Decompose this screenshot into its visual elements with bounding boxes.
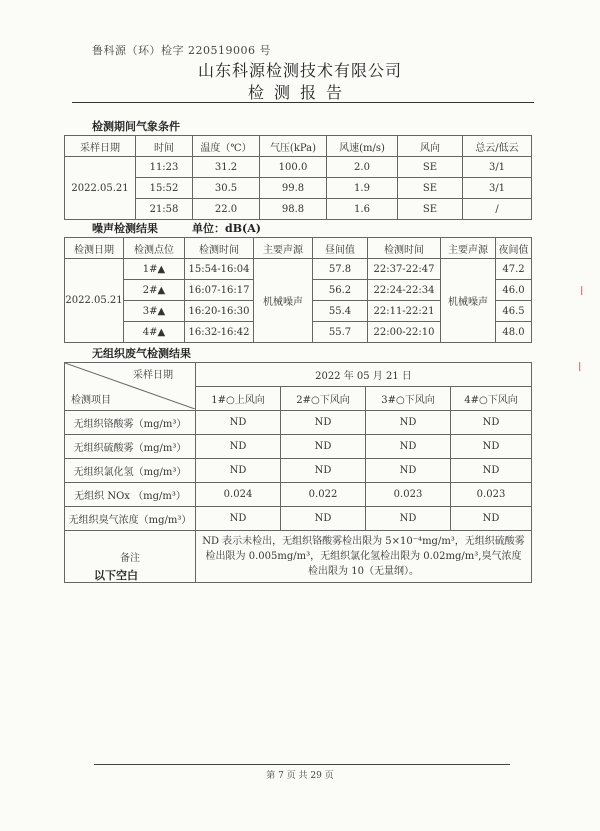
sampling-date: 2022.05.21	[65, 157, 136, 220]
column-header: 主要声源	[441, 238, 496, 259]
day-time-cell: 16:32-16:42	[185, 322, 254, 343]
corner-label-date: 采样日期	[133, 370, 173, 381]
day-value-cell: 55.4	[313, 301, 368, 322]
column-header: 检测点位	[124, 238, 185, 259]
report-number: 鲁科源（环）检字 220519006 号	[92, 44, 271, 57]
point-cell: 1#▲	[124, 259, 185, 280]
day-value-cell: 57.8	[313, 259, 368, 280]
gas-date-header: 2022 年 05 月 21 日	[196, 363, 532, 387]
item-cell: 无组织氯化氢（mg/m³）	[65, 459, 196, 483]
table-row	[65, 411, 532, 435]
edge-stamp-mark: ❘	[578, 286, 586, 296]
report-title: 检测报告	[247, 83, 352, 102]
cloud-cell: 3/1	[463, 157, 532, 178]
column-header: 采样日期	[65, 136, 136, 157]
day-value-cell: 55.7	[313, 322, 368, 343]
point-cell: 3#▲	[124, 301, 185, 322]
value-cell: ND	[366, 411, 451, 435]
value-cell: ND	[196, 459, 281, 483]
point-header: 1#○上风向	[196, 387, 281, 411]
column-header: 风向	[398, 136, 463, 157]
column-header: 检测时间	[368, 238, 441, 259]
noise-section-title: 噪声检测结果	[92, 222, 158, 235]
column-header: 昼间值	[313, 238, 368, 259]
point-cell: 4#▲	[124, 322, 185, 343]
wind-speed-cell: 2.0	[327, 157, 398, 178]
day-source: 机械噪声	[254, 259, 313, 343]
time-cell: 15:52	[136, 178, 193, 199]
header-divider	[72, 102, 534, 103]
column-header: 夜间值	[496, 238, 532, 259]
footer-divider	[94, 764, 510, 765]
table-row	[65, 199, 532, 220]
table-row	[65, 459, 532, 483]
table-row	[65, 435, 532, 459]
item-cell: 无组织铬酸雾（mg/m³）	[65, 411, 196, 435]
wind-direction-cell: SE	[398, 199, 463, 220]
value-cell: ND	[451, 411, 532, 435]
table-row	[65, 259, 532, 280]
point-cell: 2#▲	[124, 280, 185, 301]
night-value-cell: 48.0	[496, 322, 532, 343]
value-cell: ND	[366, 435, 451, 459]
weather-section-title: 检测期间气象条件	[92, 120, 180, 133]
point-header: 4#○下风向	[451, 387, 532, 411]
corner-label-item: 检测项目	[71, 395, 111, 406]
item-cell: 无组织硫酸雾（mg/m³）	[65, 435, 196, 459]
wind-speed-cell: 1.9	[327, 178, 398, 199]
table-row	[65, 178, 532, 199]
value-cell: 0.024	[196, 483, 281, 507]
value-cell: ND	[281, 459, 366, 483]
value-cell: 0.023	[366, 483, 451, 507]
day-time-cell: 15:54-16:04	[185, 259, 254, 280]
table-header-row	[65, 238, 532, 259]
wind-direction-cell: SE	[398, 157, 463, 178]
pressure-cell: 100.0	[260, 157, 327, 178]
night-value-cell: 46.5	[496, 301, 532, 322]
night-time-cell: 22:00-22:10	[368, 322, 441, 343]
wind-speed-cell: 1.6	[327, 199, 398, 220]
noise-table	[64, 237, 532, 343]
column-header: 气压(kPa)	[260, 136, 327, 157]
noise-unit-label: 单位：dB(A)	[192, 222, 261, 235]
value-cell: ND	[196, 435, 281, 459]
column-header: 风速(m/s)	[327, 136, 398, 157]
column-header: 主要声源	[254, 238, 313, 259]
value-cell: 0.023	[451, 483, 532, 507]
cloud-cell: /	[463, 199, 532, 220]
value-cell: ND	[366, 507, 451, 531]
company-name: 山东科源检测技术有限公司	[197, 61, 402, 80]
table-header-row	[65, 363, 532, 387]
night-time-cell: 22:37-22:47	[368, 259, 441, 280]
edge-stamp-mark: ❘	[576, 362, 584, 372]
noise-date: 2022.05.21	[65, 259, 124, 343]
night-time-cell: 22:11-22:21	[368, 301, 441, 322]
column-header: 总云/低云	[463, 136, 532, 157]
remark-label: 备注	[65, 531, 196, 583]
value-cell: ND	[196, 507, 281, 531]
column-header: 检测日期	[65, 238, 124, 259]
night-time-cell: 22:24-22:34	[368, 280, 441, 301]
value-cell: ND	[281, 411, 366, 435]
column-header: 时间	[136, 136, 193, 157]
temperature-cell: 30.5	[193, 178, 260, 199]
pressure-cell: 99.8	[260, 178, 327, 199]
table-row	[65, 507, 532, 531]
gas-table	[64, 362, 532, 583]
value-cell: ND	[366, 459, 451, 483]
blank-below-note: 以下空白	[94, 569, 138, 582]
value-cell: ND	[196, 411, 281, 435]
day-time-cell: 16:20-16:30	[185, 301, 254, 322]
value-cell: 0.022	[281, 483, 366, 507]
temperature-cell: 22.0	[193, 199, 260, 220]
day-value-cell: 56.2	[313, 280, 368, 301]
value-cell: ND	[451, 459, 532, 483]
night-value-cell: 46.0	[496, 280, 532, 301]
remark-text: ND 表示未检出，无组织铬酸雾检出限为 5×10⁻⁴mg/m³，无组织硫酸雾检出限为 0.005mg/m³，无组织氯化氢检出限为 0.02mg/m³,臭气浓度检出限为 10（无量纲）。	[196, 531, 532, 583]
day-time-cell: 16:07-16:17	[185, 280, 254, 301]
point-header: 2#○下风向	[281, 387, 366, 411]
column-header: 检测时间	[185, 238, 254, 259]
value-cell: ND	[281, 507, 366, 531]
cloud-cell: 3/1	[463, 178, 532, 199]
temperature-cell: 31.2	[193, 157, 260, 178]
column-header: 温度（℃）	[193, 136, 260, 157]
wind-direction-cell: SE	[398, 178, 463, 199]
diagonal-header-cell	[65, 363, 196, 411]
item-cell: 无组织 NOx （mg/m³）	[65, 483, 196, 507]
value-cell: ND	[451, 507, 532, 531]
page-number: 第 7 页 共 29 页	[266, 771, 334, 781]
table-row	[65, 483, 532, 507]
night-source: 机械噪声	[441, 259, 496, 343]
value-cell: ND	[281, 435, 366, 459]
gas-section-title: 无组织废气检测结果	[92, 347, 191, 360]
time-cell: 21:58	[136, 199, 193, 220]
table-row	[65, 157, 532, 178]
table-header-row	[65, 136, 532, 157]
night-value-cell: 47.2	[496, 259, 532, 280]
weather-table	[64, 135, 532, 220]
value-cell: ND	[451, 435, 532, 459]
point-header: 3#○下风向	[366, 387, 451, 411]
item-cell: 无组织臭气浓度（mg/m³）	[65, 507, 196, 531]
pressure-cell: 98.8	[260, 199, 327, 220]
time-cell: 11:23	[136, 157, 193, 178]
